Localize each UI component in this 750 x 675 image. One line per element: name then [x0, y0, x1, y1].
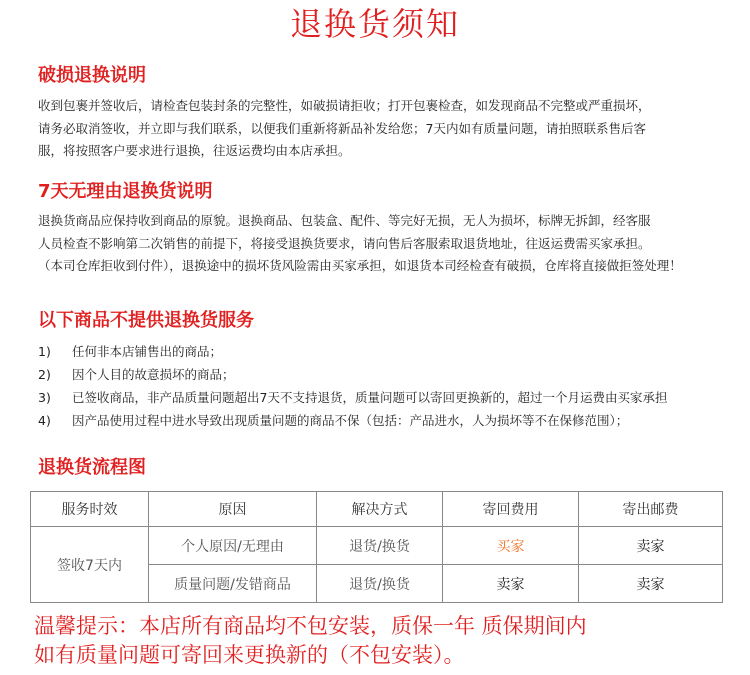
page-title: 退换货须知: [289, 5, 460, 43]
list-item-text: 任何非本店铺售出的商品；: [72, 344, 223, 359]
list-item-text: 已签收商品，非产品质量问题超出7天不支持退货，质量问题可以寄回更换新的，超过一个月运费由买家承担: [72, 390, 668, 405]
list-item-number: 1): [38, 344, 51, 359]
table-header-row: [31, 492, 723, 527]
damage-line: 服，将按照客户要求进行退换，往返运费均由本店承担。: [38, 143, 351, 158]
header-solution: 解决方式: [317, 492, 443, 527]
seven-day-heading: 7天无理由退换货说明: [38, 181, 213, 202]
ship-fee-cell: 卖家: [579, 527, 723, 565]
list-item: [38, 340, 738, 363]
list-item: [38, 386, 738, 409]
header-ship-fee: 寄出邮费: [579, 492, 723, 527]
flow-table: [30, 491, 723, 603]
damage-paragraph: [38, 95, 728, 163]
list-item-number: 3): [38, 390, 51, 405]
seven-day-line: 人员检查不影响第二次销售的前提下，将接受退换货要求，请向售后客服索取退货地址，往返运费需买家承担。: [38, 235, 651, 251]
list-item-number: 2): [38, 367, 51, 382]
header-return-fee: 寄回费用: [443, 492, 579, 527]
solution-cell: 退货/换货: [317, 527, 443, 565]
no-return-heading: 以下商品不提供退换货服务: [38, 310, 254, 331]
warm-tip-line: 温馨提示：本店所有商品均不包安装，质保一年 质保期间内: [34, 614, 587, 638]
seven-day-paragraph: [38, 210, 728, 278]
seven-day-line: 退换货商品应保持收到商品的原貌。退换商品、包装盒、配件、等完好无损，无人为损坏，标牌无拆卸，经客服: [38, 213, 651, 228]
warm-tip-line: 如有质量问题可寄回来更换新的（不包安装）。: [34, 643, 465, 667]
warm-tip: [34, 612, 587, 670]
period-cell: 签收7天内: [31, 527, 149, 603]
damage-line: 请务必取消签收，并立即与我们联系，以便我们重新将新品补发给您；7天内如有质量问题，请拍照联系售后客: [38, 120, 646, 136]
no-return-list: [38, 340, 738, 432]
reason-cell: 质量问题/发错商品: [149, 565, 317, 603]
list-item-text: 因个人目的故意损坏的商品；: [72, 367, 235, 382]
list-item-number: 4): [38, 413, 51, 428]
damage-heading: 破损退换说明: [38, 65, 146, 86]
table-row: [31, 527, 723, 565]
damage-line: 收到包裹并签收后，请检查包装封条的完整性，如破损请拒收；打开包裹检查，如发现商品不完整或严重损坏，: [38, 98, 651, 113]
list-item-text: 因产品使用过程中进水导致出现质量问题的商品不保（包括：产品进水，人为损坏等不在保修范围）；: [72, 413, 629, 428]
solution-cell: 退货/换货: [317, 565, 443, 603]
seven-day-line: （本司仓库拒收到付件），退换途中的损坏货风险需由买家承担，如退货本司经检查有破损，仓库将直接做拒签处理！: [38, 258, 682, 273]
flow-heading: 退换货流程图: [38, 457, 146, 478]
reason-cell: 个人原因/无理由: [149, 527, 317, 565]
return-fee-cell: 买家: [443, 527, 579, 565]
list-item: [38, 363, 738, 386]
header-reason: 原因: [149, 492, 317, 527]
list-item: [38, 409, 738, 432]
return-fee-cell: 卖家: [443, 565, 579, 603]
ship-fee-cell: 卖家: [579, 565, 723, 603]
header-period: 服务时效: [31, 492, 149, 527]
